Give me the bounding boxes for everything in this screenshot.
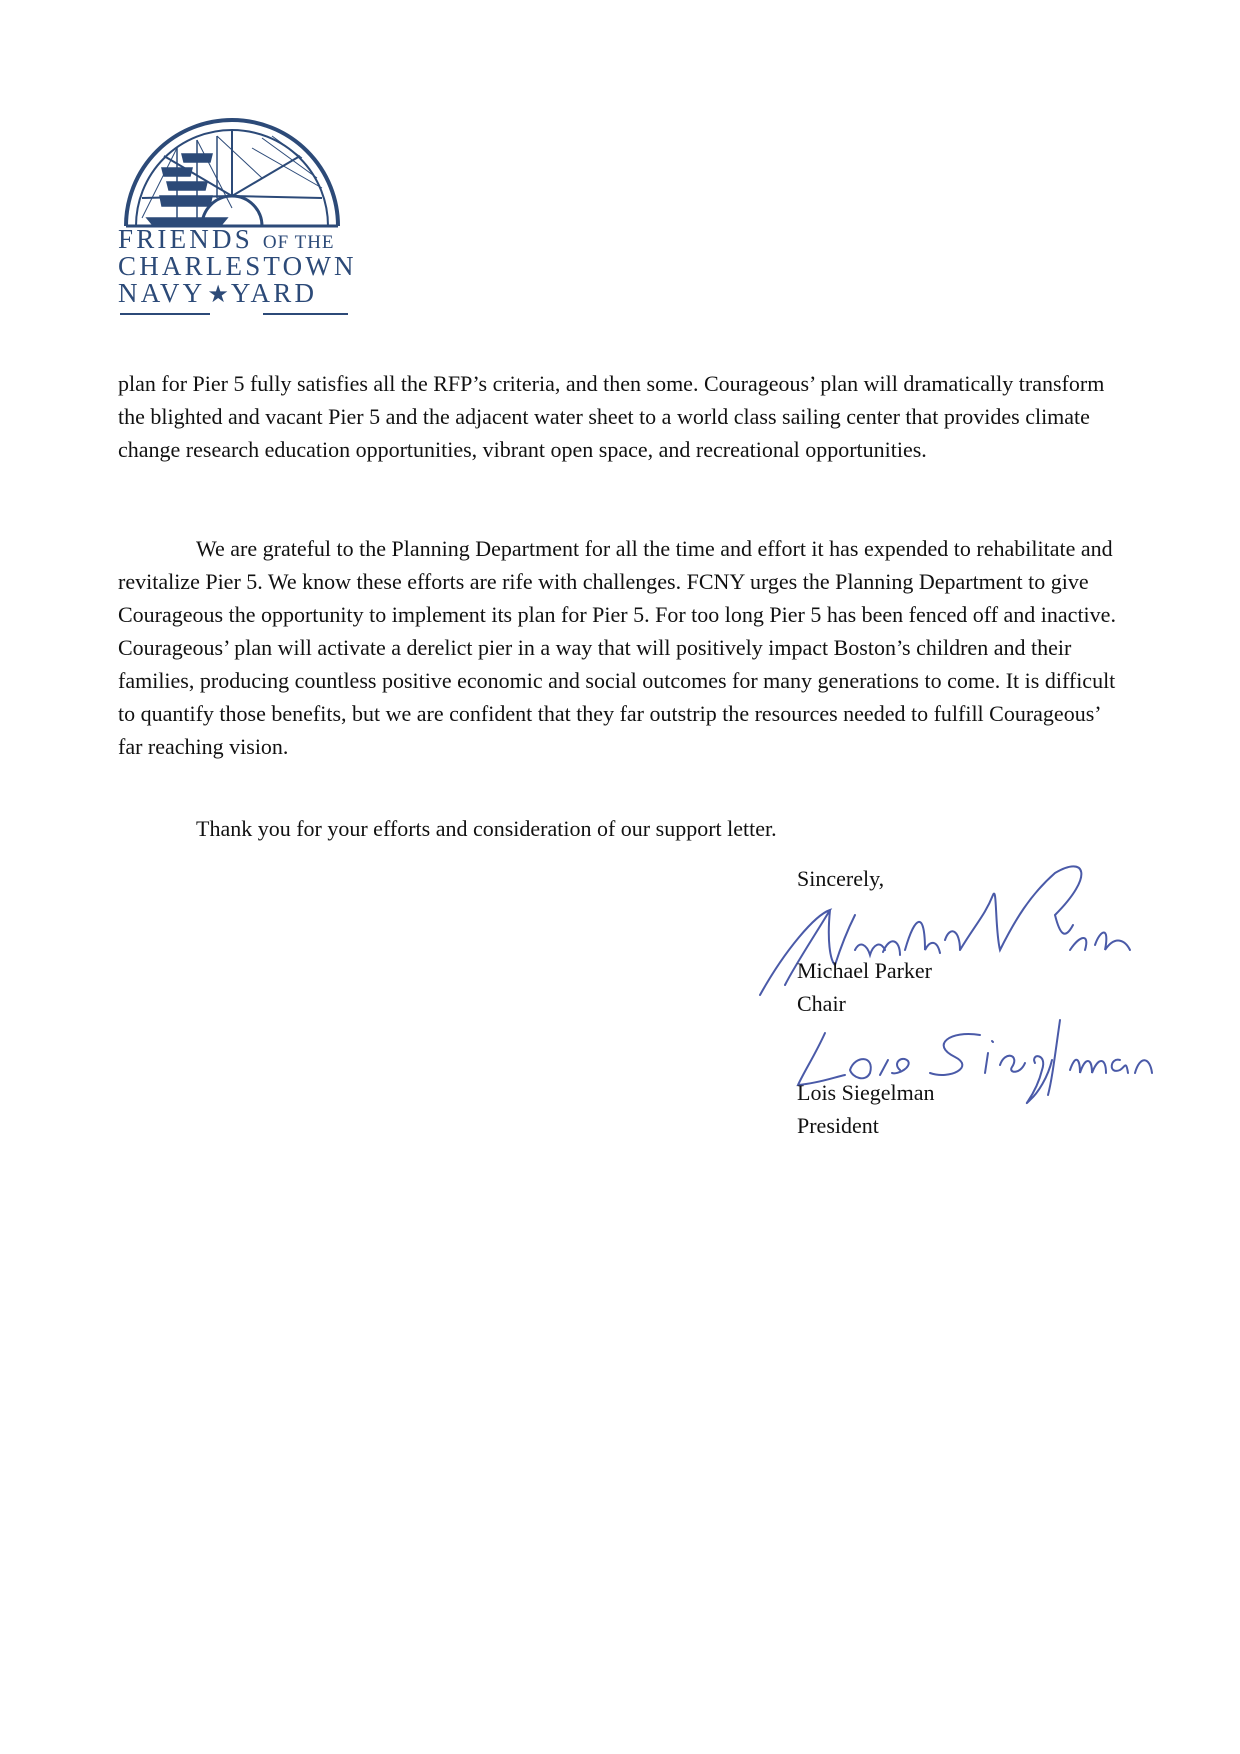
ship-window-emblem-icon [122, 118, 342, 228]
body-paragraph-1: plan for Pier 5 fully satisfies all the RFP’s criteria, and then some. Courageous’ plan will dramatically transform the blighted and vacant Pier 5 and the adjacent water sheet to a world class sailing center that provides climate change research education opportunities, vibrant open space, and recreational opportunities. [118, 371, 1105, 462]
logo-underline-right [263, 313, 348, 315]
body-paragraph-3: Thank you for your efforts and consideration of our support letter. [196, 816, 777, 841]
signer-1-name: Michael Parker [797, 958, 932, 983]
signer-1-title: Chair [797, 991, 846, 1016]
signer-2-title: President [797, 1113, 879, 1138]
logo-text-line-2: CHARLESTOWN [118, 251, 357, 281]
closing-salutation: Sincerely, [797, 866, 885, 891]
logo-text-line-3: NAVY★YARD [118, 278, 318, 308]
logo-underline-left [120, 313, 210, 315]
signer-2-name: Lois Siegelman [797, 1080, 935, 1105]
body-paragraph-2: We are grateful to the Planning Department for all the time and effort it has expended to rehabilitate and revitalize Pier 5. We know these efforts are rife with challenges. FCNY urges the Planning Department to give Courageous the opportunity to implement its plan for Pier 5. For too long Pier 5 has been fenced off and inactive. Courageous’ plan will activate a derelict pier in a way that will positively impact Boston’s children and their families, producing countless positive economic and social outcomes for many generations to come. It is difficult to quantify those benefits, but we are confident that they far outstrip the resources needed to fulfill Courageous’ far reaching vision. [118, 536, 1116, 759]
logo-text-line-1: FRIENDS OF THE [118, 224, 335, 254]
star-icon: ★ [207, 282, 229, 308]
organization-logo [118, 118, 357, 318]
